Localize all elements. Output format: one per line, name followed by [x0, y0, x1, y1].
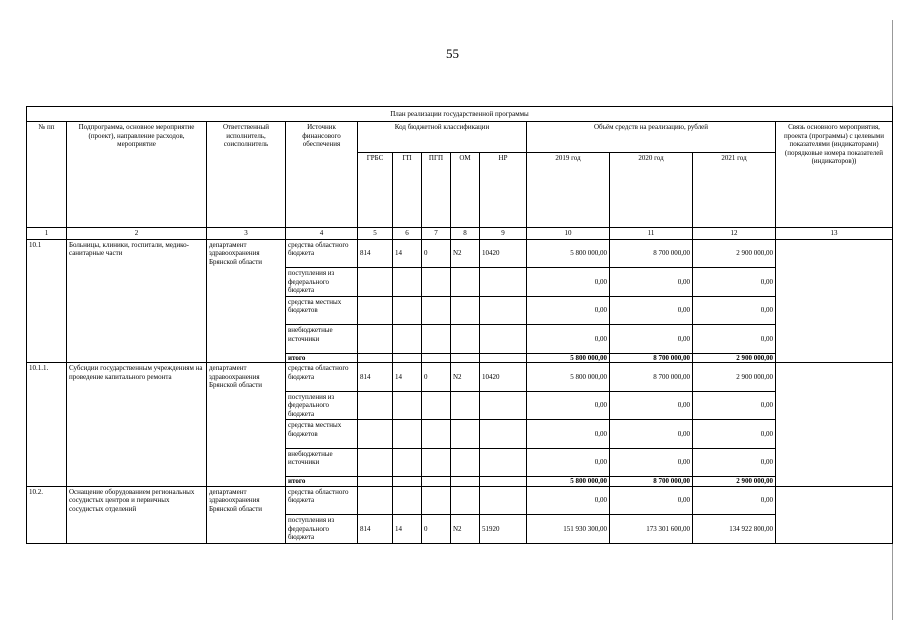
row-source: поступления из федерального бюджета: [286, 515, 358, 544]
amount-y2019: 0,00: [527, 391, 610, 420]
amount-y2020: 0,00: [610, 325, 693, 354]
code-pgp: [422, 448, 451, 477]
code-grbs: [358, 391, 393, 420]
row-responsible: департамент здравоохранения Брянской области: [207, 363, 286, 487]
code-gp: 14: [393, 363, 422, 392]
amount-y2019: 5 800 000,00: [527, 239, 610, 268]
header-np: НР: [480, 153, 527, 228]
amount-y2020: 0,00: [610, 448, 693, 477]
table-row: [27, 239, 893, 268]
column-number: 1: [27, 228, 67, 240]
row-responsible: департамент здравоохранения Брянской области: [207, 239, 286, 363]
amount-y2021: 0,00: [693, 268, 776, 297]
code-np: [480, 296, 527, 325]
amount-y2020: 0,00: [610, 296, 693, 325]
total-y2019: 5 800 000,00: [527, 353, 610, 363]
code-om: [451, 296, 480, 325]
amount-y2021: 2 900 000,00: [693, 239, 776, 268]
total-label: итого: [286, 477, 358, 487]
header-gp: ГП: [393, 153, 422, 228]
code-om: [451, 420, 480, 449]
code-np: 10420: [480, 363, 527, 392]
column-number: 8: [451, 228, 480, 240]
header-pgp: ПГП: [422, 153, 451, 228]
total-empty-cell: [480, 477, 527, 487]
code-np: 10420: [480, 239, 527, 268]
code-gp: [393, 486, 422, 515]
code-np: 51920: [480, 515, 527, 544]
code-grbs: [358, 325, 393, 354]
column-number: 10: [527, 228, 610, 240]
total-empty-cell: [358, 353, 393, 363]
column-number: 2: [67, 228, 207, 240]
row-number: 10.1.1.: [27, 363, 67, 487]
code-gp: [393, 448, 422, 477]
header-2021: 2021 год: [693, 153, 776, 228]
total-empty-cell: [451, 477, 480, 487]
code-om: N2: [451, 515, 480, 544]
amount-y2019: 0,00: [527, 486, 610, 515]
plan-table: [26, 106, 893, 544]
amount-y2019: 0,00: [527, 420, 610, 449]
total-empty-cell: [393, 477, 422, 487]
amount-y2019: 151 930 300,00: [527, 515, 610, 544]
header-responsible: Ответственный исполнитель, соисполнитель: [207, 122, 286, 228]
code-np: [480, 420, 527, 449]
code-gp: [393, 420, 422, 449]
column-number: 12: [693, 228, 776, 240]
amount-y2020: 173 301 600,00: [610, 515, 693, 544]
total-y2020: 8 700 000,00: [610, 477, 693, 487]
row-source: средства местных бюджетов: [286, 420, 358, 449]
code-np: [480, 486, 527, 515]
code-pgp: [422, 268, 451, 297]
code-om: [451, 268, 480, 297]
amount-y2020: 8 700 000,00: [610, 363, 693, 392]
amount-y2020: 8 700 000,00: [610, 239, 693, 268]
code-grbs: [358, 420, 393, 449]
total-label: итого: [286, 353, 358, 363]
header-om: ОМ: [451, 153, 480, 228]
amount-y2019: 0,00: [527, 268, 610, 297]
code-om: N2: [451, 363, 480, 392]
total-empty-cell: [422, 353, 451, 363]
row-source: средства областного бюджета: [286, 239, 358, 268]
column-number: 3: [207, 228, 286, 240]
column-number: 9: [480, 228, 527, 240]
row-source: поступления из федерального бюджета: [286, 391, 358, 420]
total-y2021: 2 900 000,00: [693, 477, 776, 487]
code-grbs: [358, 296, 393, 325]
header-source: Источник финансового обеспечения: [286, 122, 358, 228]
code-gp: 14: [393, 515, 422, 544]
code-pgp: 0: [422, 515, 451, 544]
code-om: [451, 448, 480, 477]
row-source: средства местных бюджетов: [286, 296, 358, 325]
code-np: [480, 448, 527, 477]
amount-y2021: 0,00: [693, 325, 776, 354]
table-row: [27, 486, 893, 515]
header-2019: 2019 год: [527, 153, 610, 228]
header-subprogram: Подпрограмма, основное мероприятие (проект), направление расходов, мероприятие: [67, 122, 207, 228]
amount-y2021: 2 900 000,00: [693, 363, 776, 392]
column-number: 11: [610, 228, 693, 240]
table-title: План реализации государственной программы: [27, 107, 893, 122]
total-y2020: 8 700 000,00: [610, 353, 693, 363]
code-gp: [393, 268, 422, 297]
table-row: [27, 363, 893, 392]
header-link: Связь основного мероприятия, проекта (программы) с целевыми показателями (индикаторами) (порядковые номера показателей (индикаторов)): [776, 122, 893, 228]
row-source: внебюджетные источники: [286, 325, 358, 354]
column-number: 5: [358, 228, 393, 240]
row-name: Больницы, клиники, госпитали, медико-санитарные части: [67, 239, 207, 363]
amount-y2021: 0,00: [693, 296, 776, 325]
row-source: поступления из федерального бюджета: [286, 268, 358, 297]
amount-y2021: 0,00: [693, 420, 776, 449]
code-np: [480, 391, 527, 420]
row-link: [776, 486, 893, 543]
header-grbs: ГРБС: [358, 153, 393, 228]
amount-y2019: 0,00: [527, 296, 610, 325]
row-name: Субсидии государственным учреждениям на проведение капитального ремонта: [67, 363, 207, 487]
header-budget-code: Код бюджетной классификации: [358, 122, 527, 153]
code-grbs: 814: [358, 363, 393, 392]
page-number: 55: [446, 46, 459, 61]
code-pgp: 0: [422, 239, 451, 268]
code-om: [451, 325, 480, 354]
header-no: № пп: [27, 122, 67, 228]
row-source: внебюджетные источники: [286, 448, 358, 477]
row-source: средства областного бюджета: [286, 363, 358, 392]
row-number: 10.1: [27, 239, 67, 363]
code-pgp: [422, 296, 451, 325]
amount-y2020: 0,00: [610, 486, 693, 515]
code-grbs: 814: [358, 515, 393, 544]
amount-y2019: 0,00: [527, 448, 610, 477]
code-pgp: [422, 391, 451, 420]
code-pgp: 0: [422, 363, 451, 392]
total-empty-cell: [422, 477, 451, 487]
code-gp: [393, 296, 422, 325]
total-empty-cell: [480, 353, 527, 363]
code-om: [451, 391, 480, 420]
column-number: 7: [422, 228, 451, 240]
amount-y2020: 0,00: [610, 420, 693, 449]
amount-y2019: 5 800 000,00: [527, 363, 610, 392]
code-grbs: 814: [358, 239, 393, 268]
code-pgp: [422, 420, 451, 449]
amount-y2019: 0,00: [527, 325, 610, 354]
code-om: N2: [451, 239, 480, 268]
code-om: [451, 486, 480, 515]
amount-y2020: 0,00: [610, 391, 693, 420]
total-y2019: 5 800 000,00: [527, 477, 610, 487]
amount-y2020: 0,00: [610, 268, 693, 297]
code-gp: [393, 391, 422, 420]
row-link: [776, 239, 893, 363]
column-number: 13: [776, 228, 893, 240]
total-empty-cell: [358, 477, 393, 487]
column-number: 6: [393, 228, 422, 240]
code-np: [480, 268, 527, 297]
amount-y2021: 0,00: [693, 486, 776, 515]
amount-y2021: 0,00: [693, 448, 776, 477]
code-grbs: [358, 448, 393, 477]
header-2020: 2020 год: [610, 153, 693, 228]
row-name: Оснащение оборудованием региональных сосудистых центров и первичных сосудистых отделений: [67, 486, 207, 543]
code-grbs: [358, 268, 393, 297]
row-number: 10.2.: [27, 486, 67, 543]
row-responsible: департамент здравоохранения Брянской области: [207, 486, 286, 543]
total-y2021: 2 900 000,00: [693, 353, 776, 363]
row-link: [776, 363, 893, 487]
total-empty-cell: [393, 353, 422, 363]
code-grbs: [358, 486, 393, 515]
header-volume: Объём средств на реализацию, рублей: [527, 122, 776, 153]
code-gp: [393, 325, 422, 354]
column-number: 4: [286, 228, 358, 240]
amount-y2021: 0,00: [693, 391, 776, 420]
row-source: средства областного бюджета: [286, 486, 358, 515]
amount-y2021: 134 922 800,00: [693, 515, 776, 544]
code-gp: 14: [393, 239, 422, 268]
code-pgp: [422, 486, 451, 515]
total-empty-cell: [451, 353, 480, 363]
code-np: [480, 325, 527, 354]
code-pgp: [422, 325, 451, 354]
